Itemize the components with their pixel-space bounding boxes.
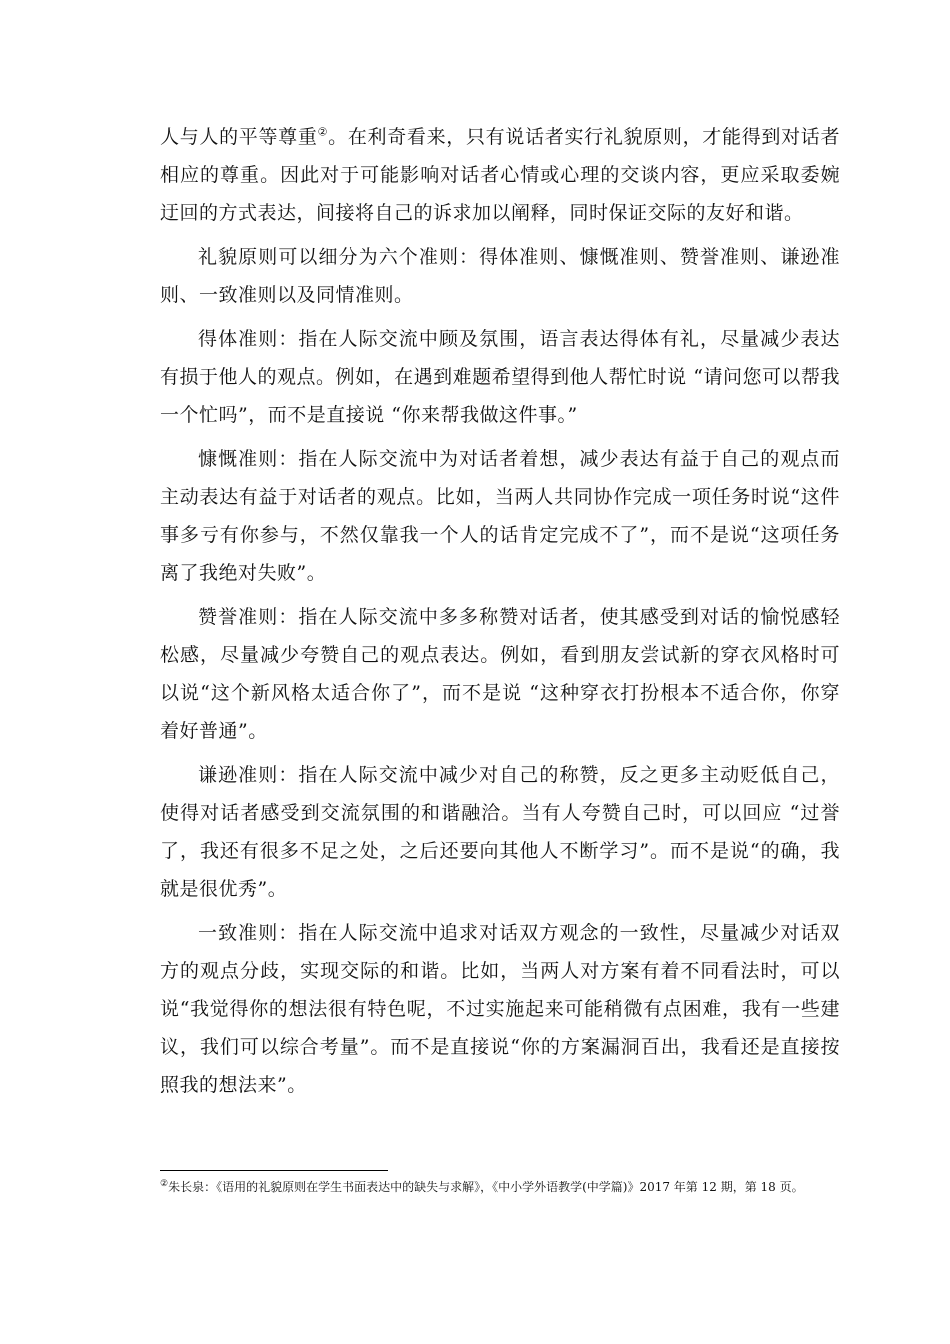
paragraph-tact-maxim: 得体准则：指在人际交流中顾及氛围，语言表达得体有礼，尽量减少表达有损于他人的观点。例如，在遇到难题希望得到他人帮忙时说 “请问您可以帮我一个忙吗”，而不是直接说 “你来帮我做这件事。” [160,328,840,426]
paragraph-politeness-overview: 礼貌原则可以细分为六个准则：得体准则、慷慨准则、赞誉准则、谦逊准则、一致准则以及同情准则。 [160,246,840,306]
paragraph-text: 人与人的平等尊重 [160,126,318,148]
paragraph-modesty-maxim: 谦逊准则：指在人际交流中减少对自己的称赞，反之更多主动贬低自己，使得对话者感受到交流氛围的和谐融洽。当有人夸赞自己时，可以回应 “过誉了，我还有很多不足之处，之后还要向其他人不断学习”。而不是说“的确，我就是很优秀”。 [160,764,840,900]
paragraph-text: 。在利奇看来，只有说话者实行礼貌原则，才能得到对话者相应的尊重。因此对于可能影响对话者心情或心理的交谈内容，更应采取委婉迂回的方式表达，间接将自己的诉求加以阐释，同时保证交际的友好和谐。 [160,126,840,224]
paragraph-generosity-maxim: 慷慨准则：指在人际交流中为对话者着想，减少表达有益于自己的观点而主动表达有益于对话者的观点。比如，当两人共同协作完成一项任务时说“这件事多亏有你参与，不然仅靠我一个人的话肯定完成不了”，而不是说“这项任务离了我绝对失败”。 [160,448,840,584]
paragraph-approbation-maxim: 赞誉准则：指在人际交流中多多称赞对话者，使其感受到对话的愉悦感轻松感，尽量减少夸赞自己的观点表达。例如，看到朋友尝试新的穿衣风格时可以说“这个新风格太适合你了”，而不是说 “这种穿衣打扮根本不适合你，你穿着好普通”。 [160,606,840,742]
document-body [160,118,840,1104]
footnote-divider [160,1170,388,1171]
paragraph-agreement-maxim: 一致准则：指在人际交流中追求对话双方观念的一致性，尽量减少对话双方的观点分歧，实现交际的和谐。比如，当两人对方案有着不同看法时，可以说“我觉得你的想法很有特色呢，不过实施起来可能稍微有点困难，我有一些建议，我们可以综合考量”。而不是直接说“你的方案漏洞百出，我看还是直接按照我的想法来”。 [160,922,840,1096]
paragraph-intro [160,118,840,232]
footnote-reference-mark[interactable]: ② [317,125,329,139]
footnote-text: 朱长泉：《语用的礼貌原则在学生书面表达中的缺失与求解》，《中小学外语教学(中学篇)》2017 年第 12 期，第 18 页。 [168,1180,804,1194]
footnote-mark: ② [160,1179,169,1189]
footnote [160,1178,840,1196]
